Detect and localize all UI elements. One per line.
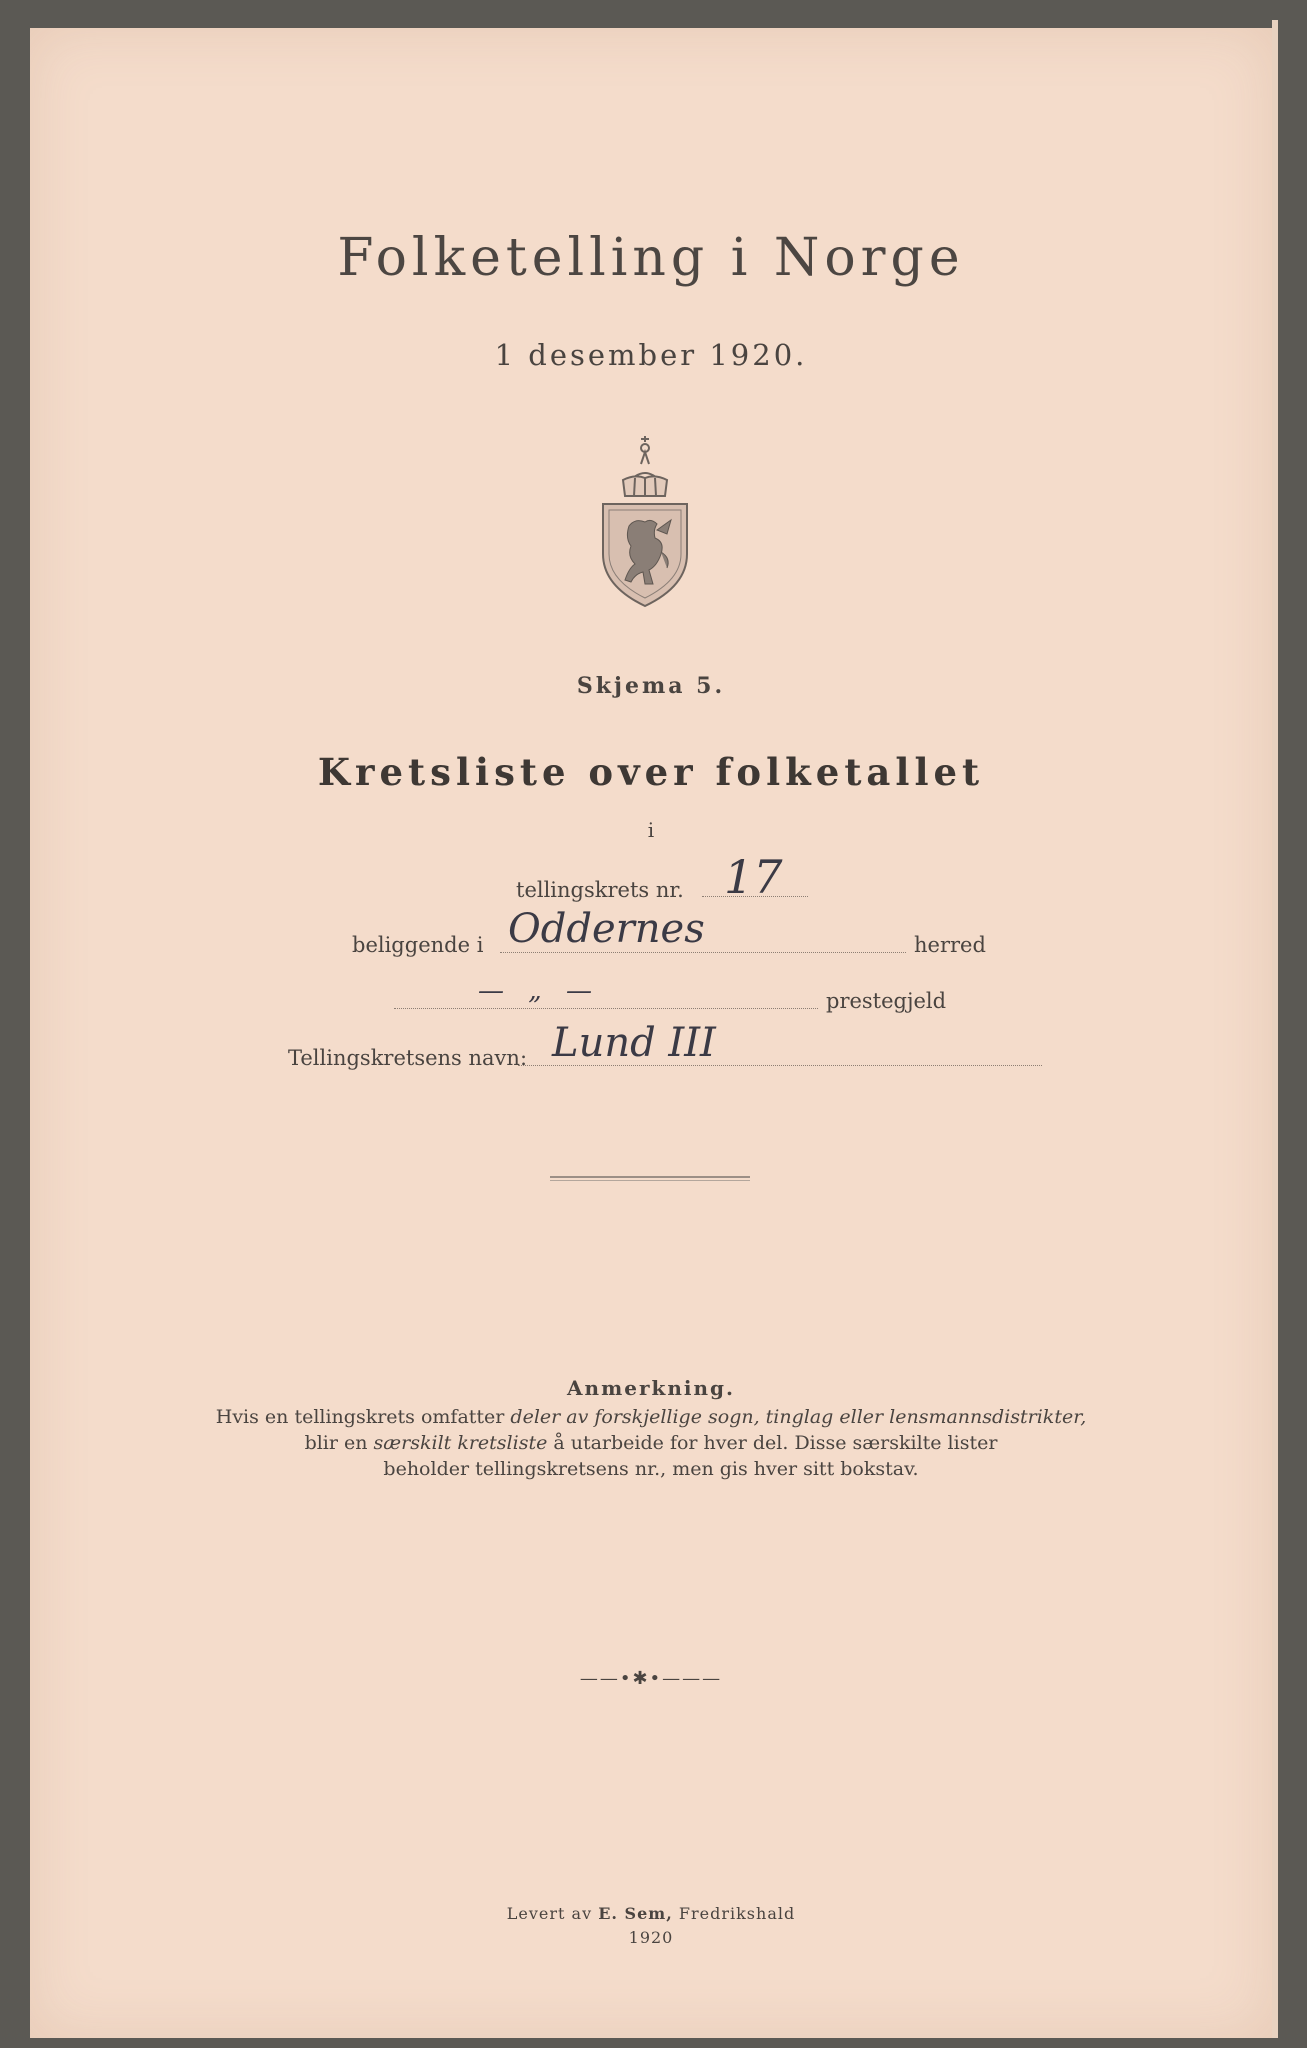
divider-rule — [550, 1176, 750, 1178]
page-edge — [1272, 20, 1278, 2038]
norway-coat-of-arms-icon — [595, 434, 695, 610]
note-line-2 — [90, 1432, 1212, 1454]
note-line-2-end: å utarbeide for hver del. Disse særskilte lister — [547, 1432, 998, 1454]
printer-line — [30, 1904, 1272, 1923]
note-line-1-start: Hvis en tellingskrets omfatter — [215, 1406, 511, 1428]
printer-name: E. Sem, — [598, 1904, 673, 1923]
krets-number-label: tellingskrets nr. — [516, 878, 684, 902]
document-title: Folketelling i Norge — [337, 228, 965, 288]
parish-label: prestegjeld — [826, 989, 947, 1013]
printer-city: Fredrikshald — [672, 1904, 796, 1923]
document-date: 1 desember 1920. — [494, 338, 808, 372]
divider-rule-thin — [550, 1180, 750, 1181]
krets-number-value: 17 — [724, 850, 783, 904]
schema-number: Skjema 5. — [576, 673, 726, 699]
located-in-value: Oddernes — [508, 906, 705, 952]
form-heading: Kretsliste over folketallet — [317, 750, 985, 794]
decorative-ornament: ——•✱•——— — [579, 1668, 723, 1689]
note-line-1 — [90, 1406, 1212, 1428]
parish-value: — „ — — [478, 976, 600, 1006]
district-name-value: Lund III — [552, 1020, 716, 1066]
herred-label: herred — [914, 933, 986, 957]
parish-line — [394, 1008, 818, 1009]
census-form-page — [30, 28, 1272, 2038]
note-line-3: beholder tellingskretsens nr., men gis hver sitt bokstav. — [383, 1458, 919, 1480]
note-title: Anmerkning. — [567, 1376, 735, 1400]
district-name-label: Tellingskretsens navn: — [288, 1046, 528, 1070]
note-line-2-start: blir en — [304, 1432, 374, 1454]
note-line-1-italic: deler av forskjellige sogn, tinglag eller lensmannsdistrikter, — [510, 1406, 1087, 1428]
note-line-2-italic: særskilt kretsliste — [373, 1432, 548, 1454]
printer-prefix: Levert av — [506, 1904, 599, 1923]
located-in-line — [500, 952, 906, 953]
located-in-label: beliggende i — [352, 933, 484, 957]
connector-word: i — [647, 818, 655, 842]
printer-year: 1920 — [628, 1928, 674, 1947]
